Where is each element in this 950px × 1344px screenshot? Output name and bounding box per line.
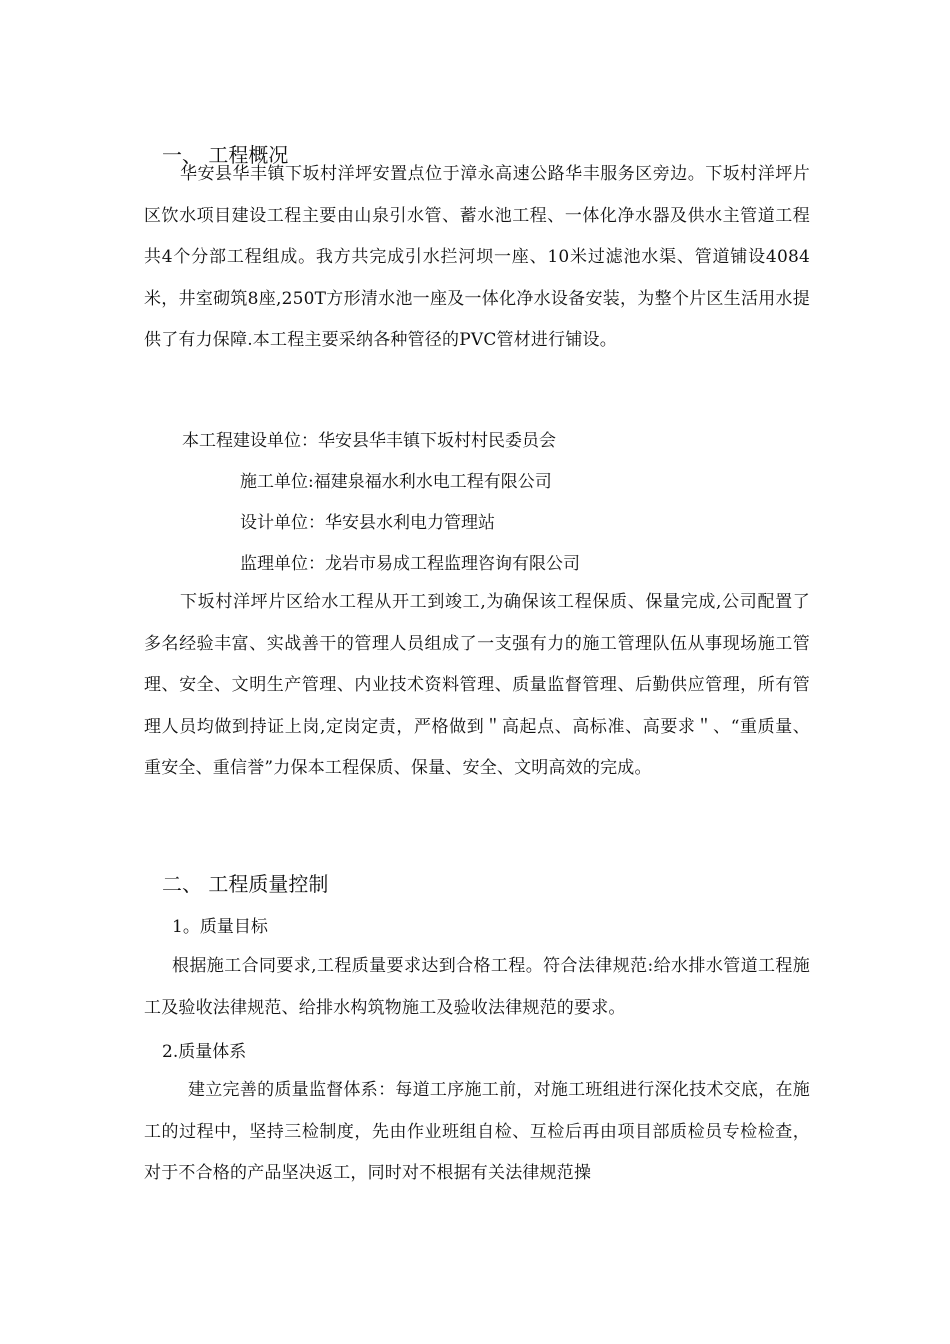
section-heading-quality: 二、 工程质量控制 [162,872,329,896]
section-heading-overview: 一、 工程概况 [162,143,289,167]
designer-unit: 设计单位：华安县水利电力管理站 [240,513,495,533]
quality-goal-title: 1。质量目标 [172,917,268,937]
supervisor-unit: 监理单位：龙岩市易成工程监理咨询有限公司 [240,554,580,574]
management-paragraph: 下坂村洋坪片区给水工程从开工到竣工,为确保该工程保质、保量完成,公司配置了多名经验丰富、实战善干的管理人员组成了一支强有力的施工管理队伍从事现场施工管理、安全、文明生产管理、内业技术资料管理、质量监督管理、后勤供应管理，所有管理人员均做到持证上岗,定岗定责，严格做到＂高起点、高标准、高要求＂、“重质量、重安全、重信誉”力保本工程保质、保量、安全、文明高效的完成。 [144,592,810,778]
quality-system-title: 2.质量体系 [162,1042,247,1062]
quality-goal-paragraph: 根据施工合同要求,工程质量要求达到合格工程。符合法律规范:给水排水管道工程施工及验收法律规范、给排水构筑物施工及验收法律规范的要求。 [144,956,810,1018]
owner-unit: 本工程建设单位：华安县华丰镇下坂村村民委员会 [182,431,556,451]
contractor-unit: 施工单位:福建泉福水利水电工程有限公司 [240,472,552,492]
quality-system-paragraph: 建立完善的质量监督体系：每道工序施工前，对施工班组进行深化技术交底，在施工的过程中，坚持三检制度，先由作业班组自检、互检后再由项目部质检员专检检查，对于不合格的产品坚决返工，同时对不根据有关法律规范操 [144,1080,810,1183]
overview-paragraph: 华安县华丰镇下坂村洋坪安置点位于漳永高速公路华丰服务区旁边。下坂村洋坪片区饮水项目建设工程主要由山泉引水管、蓄水池工程、一体化净水器及供水主管道工程共4个分部工程组成。我方共完成引水拦河坝一座、10米过滤池水渠、管道铺设4084米，井室砌筑8座,250T方形清水池一座及一体化净水设备安装，为整个片区生活用水提供了有力保障.本工程主要采纳各种管径的PVC管材进行铺设。 [144,164,810,350]
